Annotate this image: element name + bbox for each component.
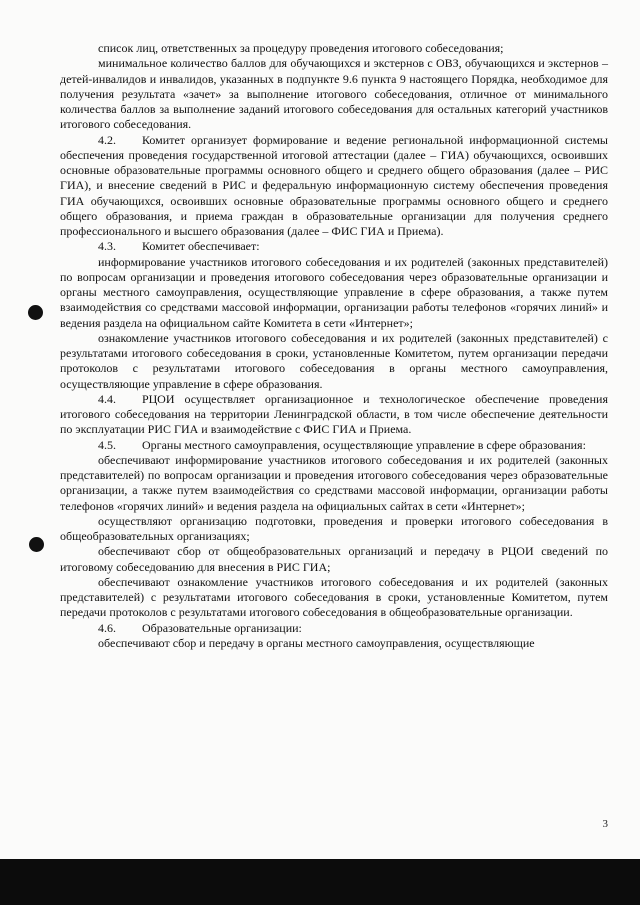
paragraph bbox=[60, 453, 608, 514]
paragraph-text: обеспечивают сбор от общеобразовательных организаций и передачу в РЦОИ сведений по итоговому собеседованию для внесения в РИС ГИА; bbox=[60, 544, 608, 574]
scan-border bbox=[0, 859, 640, 905]
clause-number: 4.3. bbox=[98, 239, 116, 254]
paragraph-text: информирование участников итогового собеседования и их родителей (законных представителей) по вопросам организации и проведения итогового собеседования через образовательные организации и органы местного самоуправления, осуществляющие управление в сфере образования, а также путем взаимодействия со средствами массовой информации, организации работы телефонов «горячих линий» и ведения раздела на официальном сайте Комитета в сети «Интернет»; bbox=[60, 254, 608, 330]
paragraph-text: Органы местного самоуправления, осуществляющие управление в сфере образования: bbox=[142, 437, 586, 452]
clause-number: 4.4. bbox=[98, 391, 116, 406]
paragraph-text: список лиц, ответственных за процедуру проведения итогового собеседования; bbox=[98, 41, 504, 55]
paragraph bbox=[60, 636, 608, 651]
clause-number: 4.5. bbox=[98, 437, 116, 452]
paragraph bbox=[60, 255, 608, 331]
paragraph-text: Образовательные организации: bbox=[142, 620, 302, 635]
paragraph bbox=[60, 544, 608, 575]
paragraph bbox=[60, 514, 608, 545]
numbered-clause bbox=[60, 239, 608, 254]
paragraph-text: обеспечивают сбор и передачу в органы местного самоуправления, осуществляющие bbox=[98, 635, 535, 650]
punch-hole-mark bbox=[29, 537, 44, 552]
page-number: 3 bbox=[602, 818, 608, 830]
paragraph-text: Комитет организует формирование и ведение региональной информационной системы обеспечения проведения государственной итоговой аттестации (далее – ГИА) обучающихся, освоивших основные образовательные программы основного общего и среднего общего образования (далее – РИС ГИА), и внесение сведений в РИС и федеральную информационную систему обеспечения проведения ГИА обучающихся, освоивших основные образовательные программы основного общего и среднего общего образования, и приема граждан в образовательные организации для получения среднего профессионального и высшего образования (далее – ФИС ГИА и Приема). bbox=[60, 132, 608, 238]
paragraph-text: минимальное количество баллов для обучающихся и экстернов с ОВЗ, обучающихся и экстернов – детей-инвалидов и инвалидов, указанных в подпункте 9.6 пункта 9 настоящего Порядка, необходимое для получения результата «зачет» за выполнение итогового собеседования, отличное от минимального количества баллов за выполнение заданий итогового собеседования для остальных категорий участников итогового собеседования. bbox=[60, 56, 608, 132]
paragraph-text: обеспечивают ознакомление участников итогового собеседования и их родителей (законных представителей) с результатами итогового собеседования в сроки, установленные Комитетом, путем передачи протоколов с результатами итогового собеседования в общеобразовательные организации. bbox=[60, 574, 608, 620]
paragraph-text: ознакомление участников итогового собеседования и их родителей (законных представителей) с результатами итогового собеседования в сроки, установленные Комитетом, путем организации передачи протоколов с результатами итогового собеседования в органы местного самоуправления, осуществляющие управление в сфере образования. bbox=[60, 330, 608, 391]
paragraph bbox=[60, 331, 608, 392]
clause-number: 4.2. bbox=[98, 132, 116, 147]
paragraph bbox=[60, 575, 608, 621]
clause-number: 4.6. bbox=[98, 620, 116, 635]
document-body bbox=[60, 41, 608, 651]
paragraph-text: осуществляют организацию подготовки, проведения и проверки итогового собеседования в общеобразовательных организациях; bbox=[60, 513, 608, 543]
paragraph bbox=[60, 56, 608, 132]
numbered-clause bbox=[60, 133, 608, 240]
numbered-clause bbox=[60, 438, 608, 453]
paragraph-text: РЦОИ осуществляет организационное и технологическое обеспечение проведения итогового собеседования на территории Ленинградской области, в том числе обеспечение деятельности по эксплуатации РИС ГИА и взаимодействие с ФИС ГИА и Приема. bbox=[60, 391, 608, 437]
paragraph-text: обеспечивают информирование участников итогового собеседования и их родителей (законных представителей) по вопросам организации и проведения итогового собеседования через образовательные организации, а также путем взаимодействия со средствами массовой информации, организации работы телефонов «горячих линий» и ведения раздела на официальных сайтах в сети «Интернет»; bbox=[60, 452, 608, 513]
numbered-clause bbox=[60, 621, 608, 636]
paragraph-text: Комитет обеспечивает: bbox=[142, 239, 260, 254]
paragraph bbox=[60, 41, 608, 56]
numbered-clause bbox=[60, 392, 608, 438]
punch-hole-mark bbox=[28, 305, 43, 320]
